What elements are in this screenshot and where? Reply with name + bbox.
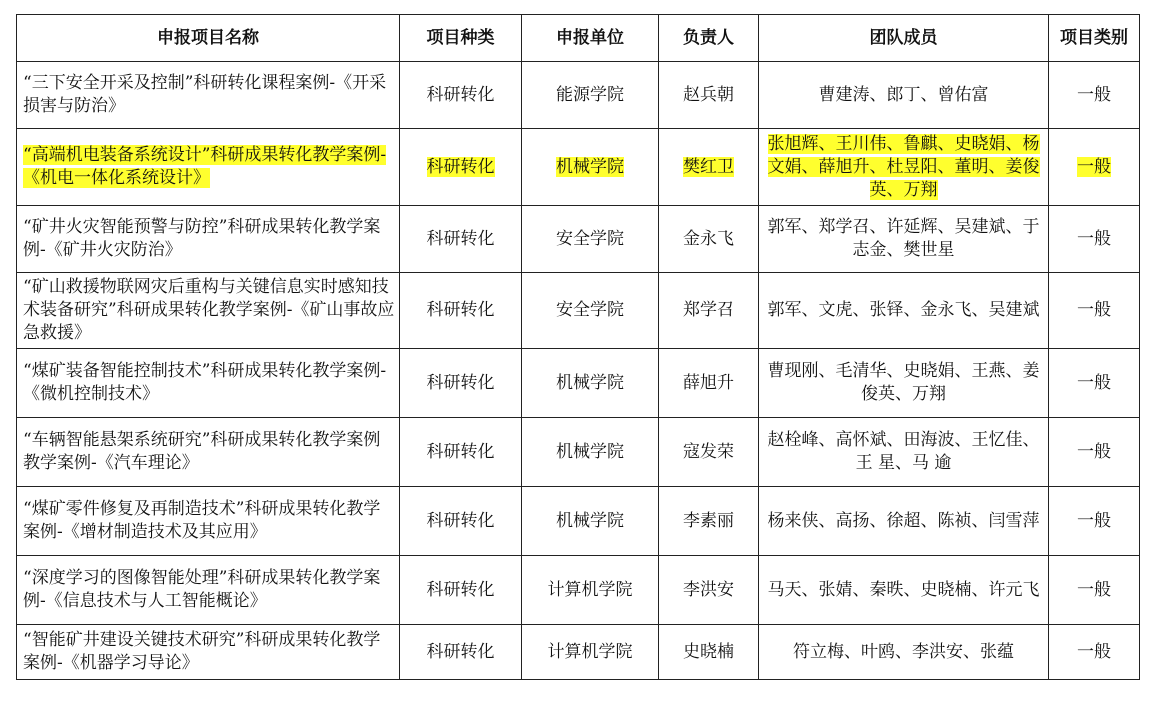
lead-cell: 寇发荣 xyxy=(659,418,759,487)
header-category: 项目类别 xyxy=(1049,15,1140,62)
unit-cell: 机械学院 xyxy=(522,349,659,418)
team-cell: 曹建涛、郎丁、曾佑富 xyxy=(759,62,1049,129)
table-row xyxy=(17,487,1140,556)
project-name-cell: “矿井火灾智能预警与防控”科研成果转化教学案例-《矿井火灾防治》 xyxy=(17,206,400,273)
project-name-cell: “三下安全开采及控制”科研转化课程案例-《开采损害与防治》 xyxy=(17,62,400,129)
lead-cell: 赵兵朝 xyxy=(659,62,759,129)
lead-cell: 薛旭升 xyxy=(659,349,759,418)
project-name-cell: “深度学习的图像智能处理”科研成果转化教学案例-《信息技术与人工智能概论》 xyxy=(17,556,400,625)
category-cell: 一般 xyxy=(1049,62,1140,129)
project-kind-cell xyxy=(400,129,522,206)
lead-cell: 史晓楠 xyxy=(659,625,759,680)
unit-cell: 机械学院 xyxy=(522,418,659,487)
project-kind-cell: 科研转化 xyxy=(400,556,522,625)
header-project-name: 申报项目名称 xyxy=(17,15,400,62)
project-kind-cell: 科研转化 xyxy=(400,206,522,273)
category-cell: 一般 xyxy=(1049,349,1140,418)
highlighted-text: 科研转化 xyxy=(426,156,495,177)
lead-cell: 金永飞 xyxy=(659,206,759,273)
project-table xyxy=(16,14,1140,680)
team-cell: 赵栓峰、高怀斌、田海波、王忆佳、王 星、马 逾 xyxy=(759,418,1049,487)
project-name-cell: “智能矿井建设关键技术研究”科研成果转化教学案例-《机器学习导论》 xyxy=(17,625,400,680)
unit-cell: 机械学院 xyxy=(522,487,659,556)
table-row xyxy=(17,349,1140,418)
project-kind-cell: 科研转化 xyxy=(400,487,522,556)
project-kind-cell: 科研转化 xyxy=(400,418,522,487)
lead-cell: 李洪安 xyxy=(659,556,759,625)
table-row xyxy=(17,62,1140,129)
highlighted-text: 机械学院 xyxy=(556,156,624,177)
project-kind-cell: 科研转化 xyxy=(400,62,522,129)
table-row xyxy=(17,206,1140,273)
unit-cell xyxy=(522,129,659,206)
lead-cell xyxy=(659,129,759,206)
category-cell xyxy=(1049,129,1140,206)
team-cell xyxy=(759,129,1049,206)
highlighted-text: 樊红卫 xyxy=(683,156,734,177)
team-cell: 郭军、文虎、张铎、金永飞、吴建斌 xyxy=(759,273,1049,349)
unit-cell: 安全学院 xyxy=(522,273,659,349)
project-name-cell: “矿山救援物联网灾后重构与关键信息实时感知技术装备研究”科研成果转化教学案例-《矿山事故应急救援》 xyxy=(17,273,400,349)
project-name-cell: “车辆智能悬架系统研究”科研成果转化教学案例教学案例-《汽车理论》 xyxy=(17,418,400,487)
table-row xyxy=(17,273,1140,349)
project-name-cell xyxy=(17,129,400,206)
table-row-highlighted xyxy=(17,129,1140,206)
category-cell: 一般 xyxy=(1049,556,1140,625)
unit-cell: 计算机学院 xyxy=(522,556,659,625)
team-cell: 曹现刚、毛清华、史晓娟、王燕、姜俊英、万翔 xyxy=(759,349,1049,418)
unit-cell: 安全学院 xyxy=(522,206,659,273)
table-header-row xyxy=(17,15,1140,62)
lead-cell: 李素丽 xyxy=(659,487,759,556)
project-kind-cell: 科研转化 xyxy=(400,625,522,680)
team-cell: 马天、张婧、秦昳、史晓楠、许元飞 xyxy=(759,556,1049,625)
highlighted-text: 一般 xyxy=(1077,156,1111,177)
header-team-members: 团队成员 xyxy=(759,15,1049,62)
highlighted-text: “高端机电装备系统设计”科研成果转化教学案例-《机电一体化系统设计》 xyxy=(23,145,387,188)
project-name-cell: “煤矿装备智能控制技术”科研成果转化教学案例-《微机控制技术》 xyxy=(17,349,400,418)
category-cell: 一般 xyxy=(1049,418,1140,487)
project-name-cell: “煤矿零件修复及再制造技术”科研成果转化教学案例-《增材制造技术及其应用》 xyxy=(17,487,400,556)
unit-cell: 能源学院 xyxy=(522,62,659,129)
header-project-kind: 项目种类 xyxy=(400,15,522,62)
category-cell: 一般 xyxy=(1049,273,1140,349)
team-cell: 杨来侠、高扬、徐超、陈祯、闫雪萍 xyxy=(759,487,1049,556)
category-cell: 一般 xyxy=(1049,487,1140,556)
header-applying-unit: 申报单位 xyxy=(522,15,659,62)
category-cell: 一般 xyxy=(1049,625,1140,680)
project-kind-cell: 科研转化 xyxy=(400,273,522,349)
unit-cell: 计算机学院 xyxy=(522,625,659,680)
header-lead: 负责人 xyxy=(659,15,759,62)
highlighted-text: 张旭辉、王川伟、鲁麒、史晓娟、杨文娟、薛旭升、杜昱阳、董明、姜俊英、万翔 xyxy=(767,133,1040,200)
team-cell: 符立梅、叶鸥、李洪安、张蕴 xyxy=(759,625,1049,680)
table-row xyxy=(17,556,1140,625)
table-row xyxy=(17,418,1140,487)
project-kind-cell: 科研转化 xyxy=(400,349,522,418)
table-row xyxy=(17,625,1140,680)
lead-cell: 郑学召 xyxy=(659,273,759,349)
category-cell: 一般 xyxy=(1049,206,1140,273)
team-cell: 郭军、郑学召、许延辉、吴建斌、于志金、樊世星 xyxy=(759,206,1049,273)
